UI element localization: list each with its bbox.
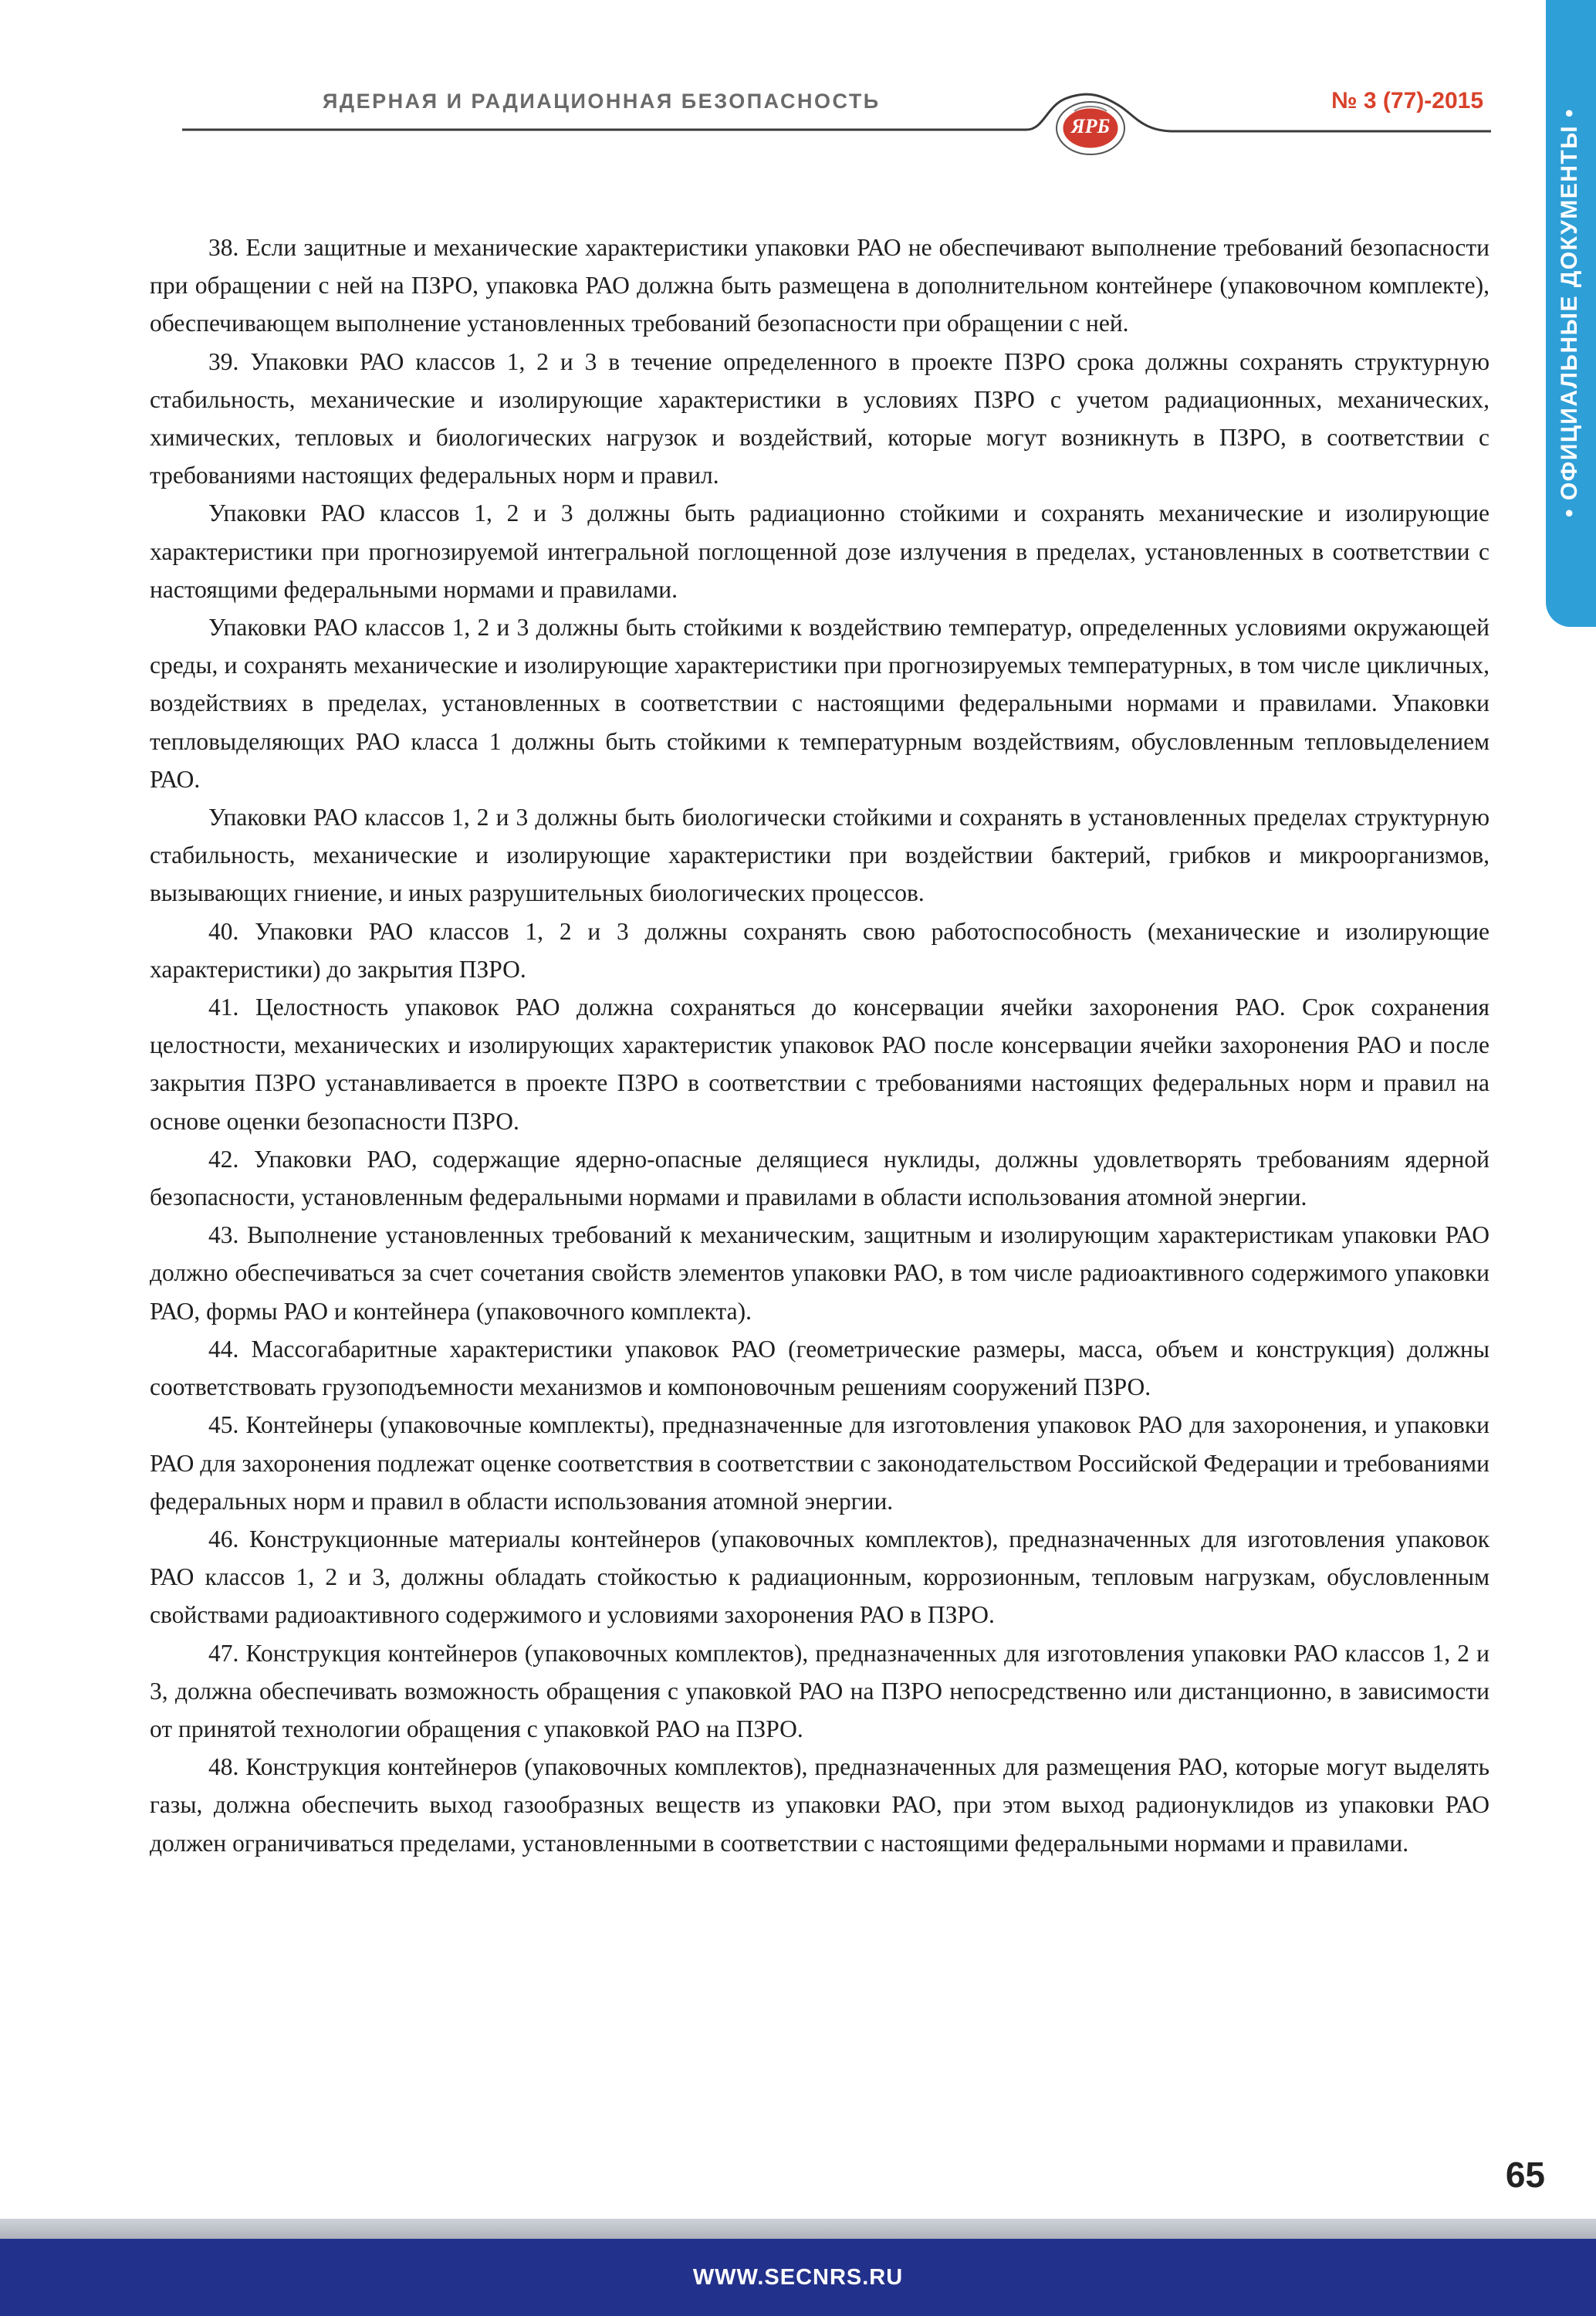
paragraph: Упаковки РАО классов 1, 2 и 3 должны быть биологически стойкими и сохранять в установленных пределах структурную стабильность, механические и изолирующие характеристики при воздействии бактерий, грибков и микроорганизмов, вызывающих гниение, и иных разрушительных биологических процессов.	[150, 804, 1489, 907]
paragraph: 47. Конструкция контейнеров (упаковочных комплектов), предназначенных для изготовления упаковки РАО классов 1, 2 и 3, должна обеспечивать возможность обращения с упаковкой РАО на ПЗРО непосредственно или дистанционно, в зависимости от принятой технологии обращения с упаковкой РАО на ПЗРО.	[150, 1639, 1489, 1742]
header-rule	[0, 0, 1596, 185]
paragraph: Упаковки РАО классов 1, 2 и 3 должны быть радиационно стойкими и сохранять механические и изолирующие характеристики при прогнозируемой интегральной поглощенной дозе излучения в пределах, установленных в соответствии с настоящими федеральными нормами и правилами.	[150, 499, 1489, 603]
section-tab-label: • ОФИЦИАЛЬНЫЕ ДОКУМЕНТЫ •	[1557, 108, 1582, 517]
paragraph: Упаковки РАО классов 1, 2 и 3 должны быть стойкими к воздействию температур, определенных условиями окружающей среды, и сохранять механические и изолирующие характеристики при прогнозируемых температурных, в том числе цикличных, воздействиях в пределах, установленных в соответствии с настоящими федеральными нормами и правилами. Упаковки тепловыделяющих РАО класса 1 должны быть стойкими к температурным воздействиям, обусловленным тепловыделением РАО.	[150, 614, 1489, 793]
paragraph: 43. Выполнение установленных требований к механическим, защитным и изолирующим характеристикам упаковки РАО должно обеспечиваться за счет сочетания свойств элементов упаковки РАО, в том числе радиоактивного содержимого упаковки РАО, формы РАО и контейнера (упаковочного комплекта).	[150, 1221, 1489, 1325]
paragraph: 42. Упаковки РАО, содержащие ядерно-опасные делящиеся нуклиды, должны удовлетворять требованиям ядерной безопасности, установленным федеральными нормами и правилами в области использования атомной энергии.	[150, 1145, 1489, 1211]
paragraph: 44. Массогабаритные характеристики упаковок РАО (геометрические размеры, масса, объем и конструкция) должны соответствовать грузоподъемности механизмов и компоновочным решениям сооружений ПЗРО.	[150, 1335, 1489, 1401]
journal-title: ЯДЕРНАЯ И РАДИАЦИОННАЯ БЕЗОПАСНОСТЬ	[323, 90, 881, 113]
issue-number: № 3 (77)-2015	[1331, 88, 1483, 113]
paragraph: 38. Если защитные и механические характеристики упаковки РАО не обеспечивают выполнение требований безопасности при обращении с ней на ПЗРО, упаковка РАО должна быть размещена в дополнительном контейнере (упаковочном комплекте), обеспечивающем выполнение установленных требований безопасности при обращении с ней.	[150, 234, 1489, 337]
website-link[interactable]: WWW.SECNRS.RU	[692, 2265, 904, 2290]
paragraph: 41. Целостность упаковок РАО должна сохраняться до консервации ячейки захоронения РАО. Срок сохранения целостности, механических и изолирующих характеристик упаковок РАО после консервации ячейки захоронения РАО и после закрытия ПЗРО устанавливается в проекте ПЗРО в соответствии с требованиями настоящих федеральных норм и правил на основе оценки безопасности ПЗРО.	[150, 994, 1489, 1135]
document-body	[150, 229, 1489, 1862]
paragraph: 46. Конструкционные материалы контейнеров (упаковочных комплектов), предназначенных для изготовления упаковок РАО классов 1, 2 и 3, должны обладать стойкостью к радиационным, коррозионным, тепловым нагрузкам, обусловленным свойствами радиоактивного содержимого и условиями захоронения РАО в ПЗРО.	[150, 1525, 1489, 1629]
paragraph: 40. Упаковки РАО классов 1, 2 и 3 должны сохранять свою работоспособность (механические и изолирующие характеристики) до закрытия ПЗРО.	[150, 917, 1489, 983]
paragraph: 45. Контейнеры (упаковочные комплекты), предназначенные для изготовления упаковок РАО для захоронения, и упаковки РАО для захоронения подлежат оценке соответствия в соответствии с законодательством Российской Федерации и требованиями федеральных норм и правил в области использования атомной энергии.	[150, 1411, 1489, 1515]
page-number: 65	[1505, 2155, 1545, 2195]
logo-label: ЯРБ	[1070, 115, 1111, 137]
paragraph: 39. Упаковки РАО классов 1, 2 и 3 в течение определенного в проекте ПЗРО срока должны сохранять структурную стабильность, механические и изолирующие характеристики в условиях ПЗРО с учетом радиационных, механических, химических, тепловых и биологических нагрузок и воздействий, которые могут возникнуть в ПЗРО, в соответствии с требованиями настоящих федеральных норм и правил.	[150, 347, 1489, 489]
paragraph: 48. Конструкция контейнеров (упаковочных комплектов), предназначенных для размещения РАО, которые могут выделять газы, должна обеспечить выход газообразных веществ из упаковки РАО, при этом выход радионуклидов из упаковки РАО должен ограничиваться пределами, установленными в соответствии с настоящими федеральными нормами и правилами.	[150, 1753, 1489, 1857]
header-swoosh-line	[182, 94, 1491, 131]
